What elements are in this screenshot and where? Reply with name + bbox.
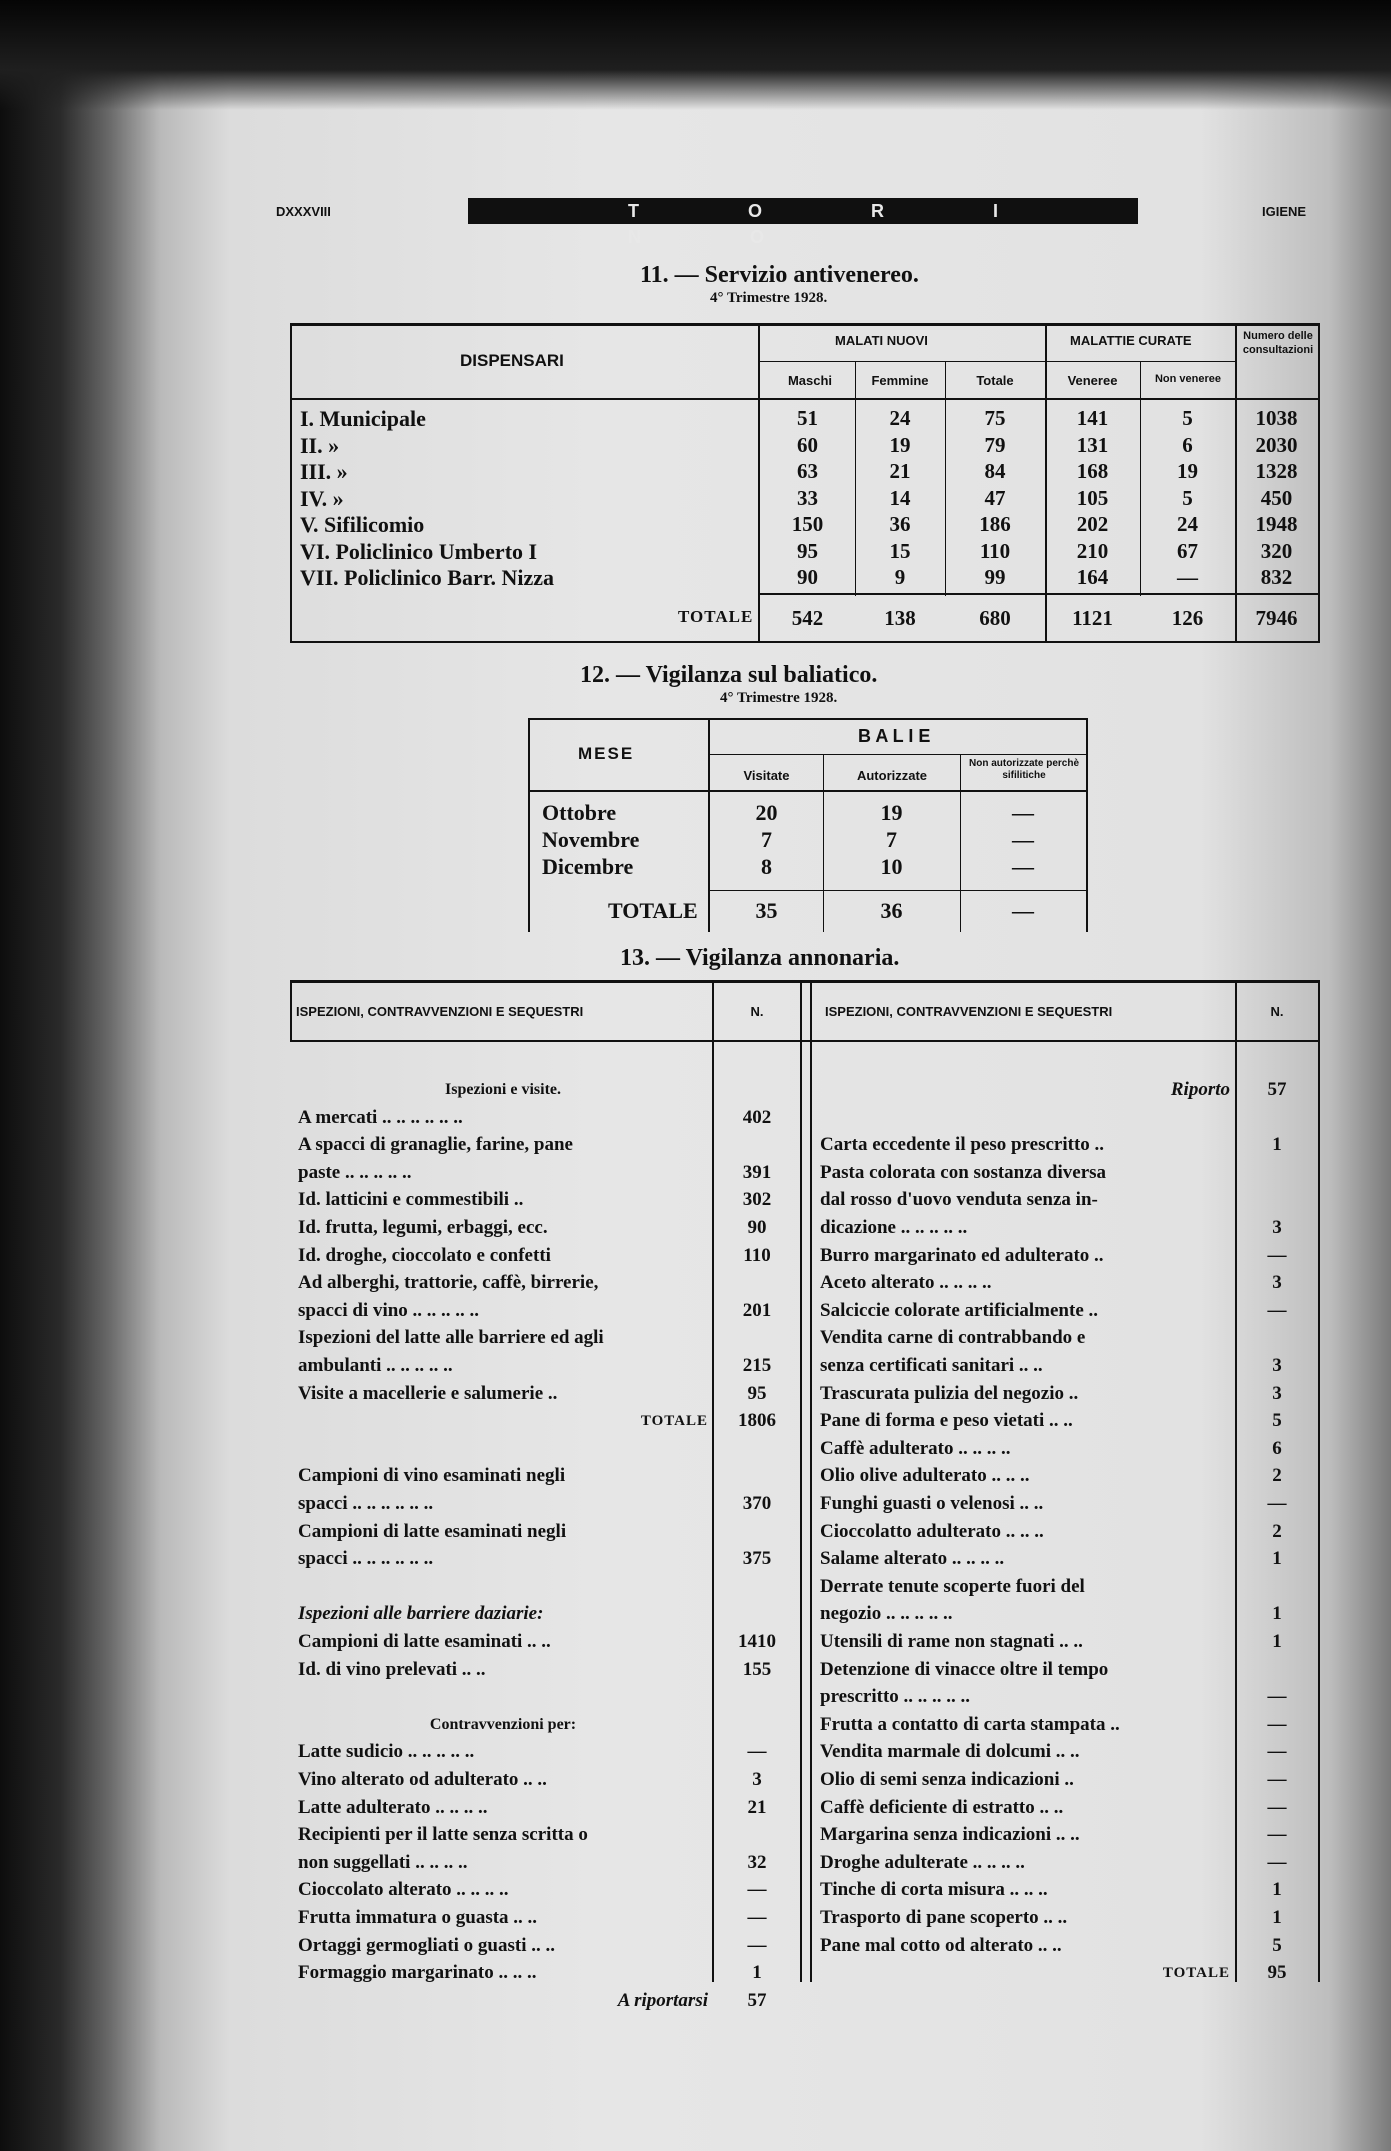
- t11-cell: 19: [1177, 459, 1198, 483]
- t11-table: [290, 323, 1320, 643]
- t13-number: —: [747, 1907, 767, 1928]
- t13-number: —: [1267, 1299, 1287, 1321]
- t13-number: 391: [742, 1161, 772, 1183]
- t12-title: 12. — Vigilanza sul baliatico.: [580, 662, 878, 688]
- t13-line: non suggellati .. .. .. ..: [298, 1851, 468, 1873]
- t13-number: 1: [1272, 1134, 1282, 1156]
- t13-line: Burro margarinato ed adulterato ..: [820, 1244, 1104, 1266]
- t13-line: Ispezioni alle barriere daziarie:: [298, 1603, 544, 1625]
- t11-row-label: I. Municipale: [300, 406, 426, 431]
- t13-line: Cioccolatto adulterato .. .. ..: [820, 1520, 1044, 1542]
- t11-sub-maschi: Maschi: [787, 373, 833, 388]
- t13-number: 6: [1272, 1437, 1282, 1459]
- t13-number: 1410: [738, 1631, 776, 1652]
- t11-cell: 9: [894, 565, 906, 589]
- t13-line: A riportarsi: [617, 1989, 708, 2011]
- t13-line: Id. frutta, legumi, erbaggi, ecc.: [298, 1217, 548, 1238]
- t11-cell: 1328: [1255, 459, 1298, 483]
- t13-col-left: ISPEZIONI, CONTRAVVENZIONI E SEQUESTRI: [296, 1004, 584, 1019]
- t13-number: 201: [742, 1299, 772, 1321]
- t11-sub-non-veneree: Non veneree: [1154, 373, 1222, 385]
- t12-sub-visitate: Visitate: [743, 768, 790, 783]
- t12-row-label: Dicembre: [542, 854, 634, 879]
- t11-sub-femmine: Femmine: [871, 373, 929, 388]
- t13-totale-label: TOTALE: [1162, 1965, 1230, 1982]
- t11-cell: 21: [889, 459, 911, 483]
- t11-cell: 36: [889, 512, 911, 536]
- t13-number: —: [1267, 1769, 1287, 1790]
- t11-cell: 6: [1182, 432, 1193, 457]
- t12-sub-non: Non autorizzate perchè sifilitiche: [968, 758, 1080, 781]
- t11-cell: 202: [1076, 512, 1109, 536]
- t13-line: negozio .. .. .. .. ..: [820, 1603, 953, 1625]
- t11-total-cell: 7946: [1255, 606, 1298, 630]
- t11-total-cell: 138: [884, 606, 916, 630]
- t13-line: dicazione .. .. .. .. ..: [820, 1217, 968, 1238]
- t13-line: Id. di vino prelevati .. ..: [298, 1658, 486, 1680]
- t11-cell: 51: [797, 406, 818, 430]
- t13-number: 1: [1272, 1548, 1282, 1570]
- page-number: DXXXVIII: [276, 204, 331, 219]
- t13-number: —: [1267, 1686, 1287, 1708]
- t11-cell: 84: [984, 459, 1006, 483]
- t13-number: 5: [1272, 1934, 1282, 1956]
- t13-subheading: Ispezioni e visite.: [445, 1081, 561, 1098]
- t13-title: 13. — Vigilanza annonaria.: [620, 945, 900, 971]
- t11-cell: 14: [889, 485, 911, 510]
- t12-col-mese: MESE: [578, 744, 635, 763]
- t13-line: Aceto alterato .. .. .. ..: [820, 1272, 992, 1294]
- t13-line: Pane di forma e peso vietati .. ..: [820, 1410, 1073, 1432]
- t13-table: [290, 980, 1320, 2011]
- t13-line: Olio di semi senza indicazioni ..: [820, 1769, 1074, 1790]
- t12-cell: 10: [880, 854, 903, 879]
- t11-cell: 99: [984, 565, 1006, 589]
- t13-line: paste .. .. .. .. ..: [298, 1161, 412, 1183]
- t13-number: 3: [752, 1769, 762, 1790]
- t13-line: Cioccolato alterato .. .. .. ..: [298, 1879, 509, 1901]
- t12-cell: 19: [880, 800, 903, 825]
- t13-line: spacci .. .. .. .. .. ..: [298, 1548, 434, 1570]
- t13-subheading: Contravvenzioni per:: [429, 1715, 577, 1733]
- t13-line: Pane mal cotto od alterato .. ..: [820, 1934, 1062, 1956]
- t13-number: 95: [747, 1382, 767, 1404]
- t13-line: Droghe adulterate .. .. .. ..: [820, 1851, 1025, 1873]
- t13-number: 90: [747, 1217, 767, 1238]
- t13-number: —: [747, 1934, 767, 1956]
- t13-line: Recipienti per il latte senza scritta o: [298, 1824, 588, 1846]
- t11-cell: 1948: [1255, 512, 1298, 536]
- t11-cell: 186: [979, 512, 1011, 536]
- t11-cell: 164: [1076, 565, 1109, 589]
- t13-number: 3: [1272, 1355, 1282, 1376]
- t13-line: A mercati .. .. .. .. .. ..: [298, 1106, 463, 1128]
- t12-cell: 7: [761, 827, 772, 852]
- t13-line: Tinche di corta misura .. .. ..: [820, 1879, 1048, 1901]
- t11-cell: 150: [791, 512, 824, 536]
- t11-subtitle: 4° Trimestre 1928.: [710, 290, 828, 306]
- t13-number: 402: [742, 1106, 772, 1128]
- t11-cell: 19: [889, 432, 911, 457]
- t13-line: Riporto: [1170, 1079, 1230, 1100]
- t11-cell: 110: [979, 538, 1011, 563]
- t11-cell: 60: [797, 432, 818, 457]
- t11-total-cell: 542: [791, 606, 824, 630]
- t11-cell: 141: [1076, 406, 1109, 430]
- t13-line: Frutta a contatto di carta stampata ..: [820, 1713, 1120, 1735]
- t13-line: Ad alberghi, trattorie, caffè, birrerie,: [298, 1272, 599, 1294]
- t13-line: Id. latticini e commestibili ..: [298, 1189, 524, 1211]
- t12-cell: —: [1012, 800, 1034, 825]
- t12-row-label: Novembre: [542, 827, 640, 852]
- t13-line: Id. droghe, cioccolato e confetti: [298, 1244, 551, 1266]
- t13-line: Campioni di latte esaminati negli: [298, 1520, 567, 1542]
- t13-number: 57: [1267, 1079, 1287, 1100]
- t13-line: Caffè deficiente di estratto .. ..: [820, 1796, 1064, 1818]
- t13-col-n2: N.: [1270, 1004, 1284, 1019]
- t13-number: 1: [1272, 1603, 1282, 1625]
- t13-number: 95: [1267, 1962, 1287, 1984]
- t11-sub-veneree: Veneree: [1067, 373, 1118, 388]
- t13-line: Ortaggi germogliati o guasti .. ..: [298, 1934, 555, 1956]
- t11-cell: —: [1177, 565, 1198, 589]
- t12-table: [528, 718, 1088, 932]
- t11-cell: 63: [797, 459, 818, 483]
- t13-col-right: ISPEZIONI, CONTRAVVENZIONI E SEQUESTRI: [825, 1004, 1113, 1019]
- t11-row-label: VII. Policlinico Barr. Nizza: [300, 565, 554, 590]
- t13-line: Formaggio margarinato .. .. ..: [298, 1962, 537, 1984]
- t13-number: —: [1267, 1493, 1287, 1514]
- t13-number: —: [1267, 1244, 1287, 1266]
- t11-col-numero: Numero delle consultazioni: [1242, 330, 1314, 356]
- t11-cell: 75: [984, 406, 1006, 430]
- t13-number: 57: [747, 1989, 767, 2011]
- t13-line: ambulanti .. .. .. .. ..: [298, 1355, 453, 1376]
- t12-cell: 20: [755, 800, 778, 825]
- t11-row-label: II. »: [300, 432, 340, 458]
- t13-number: —: [1267, 1851, 1287, 1873]
- t13-line: senza certificati sanitari .. ..: [820, 1355, 1043, 1376]
- city-band: T O R I N O: [468, 198, 1138, 224]
- t11-total-cell: 126: [1171, 606, 1204, 630]
- t13-line: Carta eccedente il peso prescritto ..: [820, 1134, 1105, 1156]
- t11-cell: 33: [797, 485, 818, 510]
- t11-col-malattie: MALATTIE CURATE: [1070, 333, 1192, 348]
- t13-line: Utensili di rame non stagnati .. ..: [820, 1631, 1083, 1652]
- t13-number: —: [1267, 1796, 1287, 1818]
- section-title: IGIENE: [1262, 204, 1307, 219]
- t12-cell: —: [1012, 854, 1034, 879]
- t11-cell: 5: [1182, 485, 1193, 510]
- t11-cell: 168: [1076, 459, 1109, 483]
- t13-line: Vendita carne di contrabbando e: [820, 1327, 1086, 1349]
- t12-cell: 8: [761, 854, 772, 879]
- t13-line: Ispezioni del latte alle barriere ed agli: [298, 1327, 604, 1349]
- t13-number: 3: [1272, 1272, 1282, 1294]
- t13-number: 32: [747, 1851, 767, 1873]
- t13-number: 1: [1272, 1631, 1282, 1652]
- t13-number: 1: [752, 1962, 762, 1984]
- t13-line: dal rosso d'uovo venduta senza in-: [820, 1189, 1098, 1211]
- t13-line: Pasta colorata con sostanza diversa: [820, 1161, 1107, 1183]
- t13-number: 1806: [738, 1410, 776, 1432]
- t13-line: Derrate tenute scoperte fuori del: [820, 1575, 1085, 1597]
- t13-number: —: [747, 1741, 767, 1763]
- t13-line: Olio olive adulterato .. .. ..: [820, 1465, 1030, 1487]
- t13-line: Trascurata pulizia del negozio ..: [820, 1382, 1079, 1404]
- t12-col-balie: B A L I E: [858, 726, 931, 746]
- t12-total-cell: 35: [755, 898, 778, 923]
- t13-number: —: [747, 1879, 767, 1901]
- t13-line: Latte adulterato .. .. .. ..: [298, 1796, 488, 1818]
- t11-cell: 2030: [1255, 432, 1298, 457]
- t11-row-label: V. Sifilicomio: [300, 512, 425, 537]
- t11-cell: 131: [1076, 432, 1109, 457]
- t13-line: Campioni di latte esaminati .. ..: [298, 1631, 551, 1652]
- t11-col-malati: MALATI NUOVI: [835, 333, 928, 348]
- t13-number: 21: [747, 1796, 767, 1818]
- t13-line: Detenzione di vinacce oltre il tempo: [820, 1658, 1109, 1680]
- t11-cell: 79: [984, 432, 1006, 457]
- t13-line: Caffè adulterato .. .. .. ..: [820, 1437, 1011, 1459]
- t13-totale-label: TOTALE: [640, 1413, 708, 1430]
- t13-number: 3: [1272, 1217, 1282, 1238]
- t13-col-n: N.: [750, 1004, 764, 1019]
- t13-number: 1: [1272, 1907, 1282, 1928]
- t12-sub-autorizzate: Autorizzate: [856, 768, 928, 783]
- t13-line: prescritto .. .. .. .. ..: [820, 1686, 971, 1708]
- t11-cell: 90: [797, 565, 818, 589]
- t13-line: Salciccie colorate artificialmente ..: [820, 1299, 1099, 1321]
- t13-number: 370: [742, 1493, 772, 1514]
- t13-line: Vendita marmale di dolcumi .. ..: [820, 1741, 1080, 1763]
- t11-col-dispensari: DISPENSARI: [460, 351, 564, 370]
- t11-totale-label: TOTALE: [678, 607, 754, 626]
- t12-cell: —: [1012, 827, 1034, 852]
- t11-title: 11. — Servizio antivenereo.: [640, 262, 919, 288]
- t11-cell: 1038: [1255, 406, 1298, 430]
- t13-line: spacci di vino .. .. .. .. ..: [298, 1299, 480, 1321]
- t13-line: Campioni di vino esaminati negli: [298, 1465, 566, 1487]
- t13-line: Funghi guasti o velenosi .. ..: [820, 1493, 1044, 1514]
- t13-number: 110: [743, 1244, 771, 1266]
- t11-cell: 320: [1260, 538, 1293, 563]
- t11-cell: 450: [1260, 485, 1293, 510]
- t12-total-cell: 36: [880, 898, 903, 923]
- t11-cell: 95: [797, 538, 818, 563]
- t13-number: 302: [742, 1189, 772, 1211]
- t11-row-label: IV. »: [300, 485, 344, 511]
- t11-cell: 210: [1076, 538, 1109, 563]
- t12-cell: 7: [886, 827, 897, 852]
- t13-number: 155: [742, 1658, 772, 1680]
- t12-totale-label: TOTALE: [608, 898, 698, 923]
- t11-cell: 832: [1260, 565, 1293, 589]
- t13-line: Vino alterato od adulterato .. ..: [298, 1769, 547, 1790]
- t12-subtitle: 4° Trimestre 1928.: [720, 690, 838, 706]
- t13-line: Latte sudicio .. .. .. .. ..: [298, 1741, 475, 1763]
- t13-line: Frutta immatura o guasta .. ..: [298, 1907, 538, 1928]
- t13-line: Salame alterato .. .. .. ..: [820, 1548, 1005, 1570]
- t11-row-label: III. »: [300, 459, 348, 484]
- t11-cell: 24: [889, 406, 911, 430]
- t11-cell: 105: [1076, 485, 1109, 510]
- t11-sub-totale: Totale: [976, 373, 1014, 388]
- t13-line: Trasporto di pane scoperto .. ..: [820, 1907, 1068, 1928]
- t13-line: Margarina senza indicazioni .. ..: [820, 1824, 1080, 1846]
- t12-total-cell: —: [1012, 898, 1034, 923]
- t13-number: 2: [1272, 1465, 1282, 1487]
- t11-cell: 47: [984, 485, 1006, 510]
- t13-number: —: [1267, 1713, 1287, 1735]
- t13-number: 5: [1272, 1410, 1282, 1432]
- t11-cell: 15: [889, 538, 911, 563]
- t11-total-cell: 680: [979, 606, 1011, 630]
- t13-number: 1: [1272, 1879, 1282, 1901]
- t13-number: —: [1267, 1741, 1287, 1763]
- t13-line: spacci .. .. .. .. .. ..: [298, 1493, 434, 1514]
- t13-number: —: [1267, 1824, 1287, 1846]
- t13-line: Visite a macellerie e salumerie ..: [298, 1382, 558, 1404]
- t13-number: 2: [1272, 1520, 1282, 1542]
- t13-number: 375: [742, 1548, 772, 1570]
- t11-row-label: VI. Policlinico Umberto I: [300, 538, 538, 564]
- t11-cell: 5: [1182, 406, 1193, 430]
- t13-line: A spacci di granaglie, farine, pane: [298, 1134, 573, 1156]
- t13-number: 3: [1272, 1382, 1282, 1404]
- t11-cell: 24: [1177, 512, 1198, 536]
- t11-total-cell: 1121: [1072, 606, 1113, 630]
- t12-row-label: Ottobre: [542, 800, 617, 825]
- t13-number: 215: [742, 1355, 772, 1376]
- t11-cell: 67: [1177, 538, 1198, 563]
